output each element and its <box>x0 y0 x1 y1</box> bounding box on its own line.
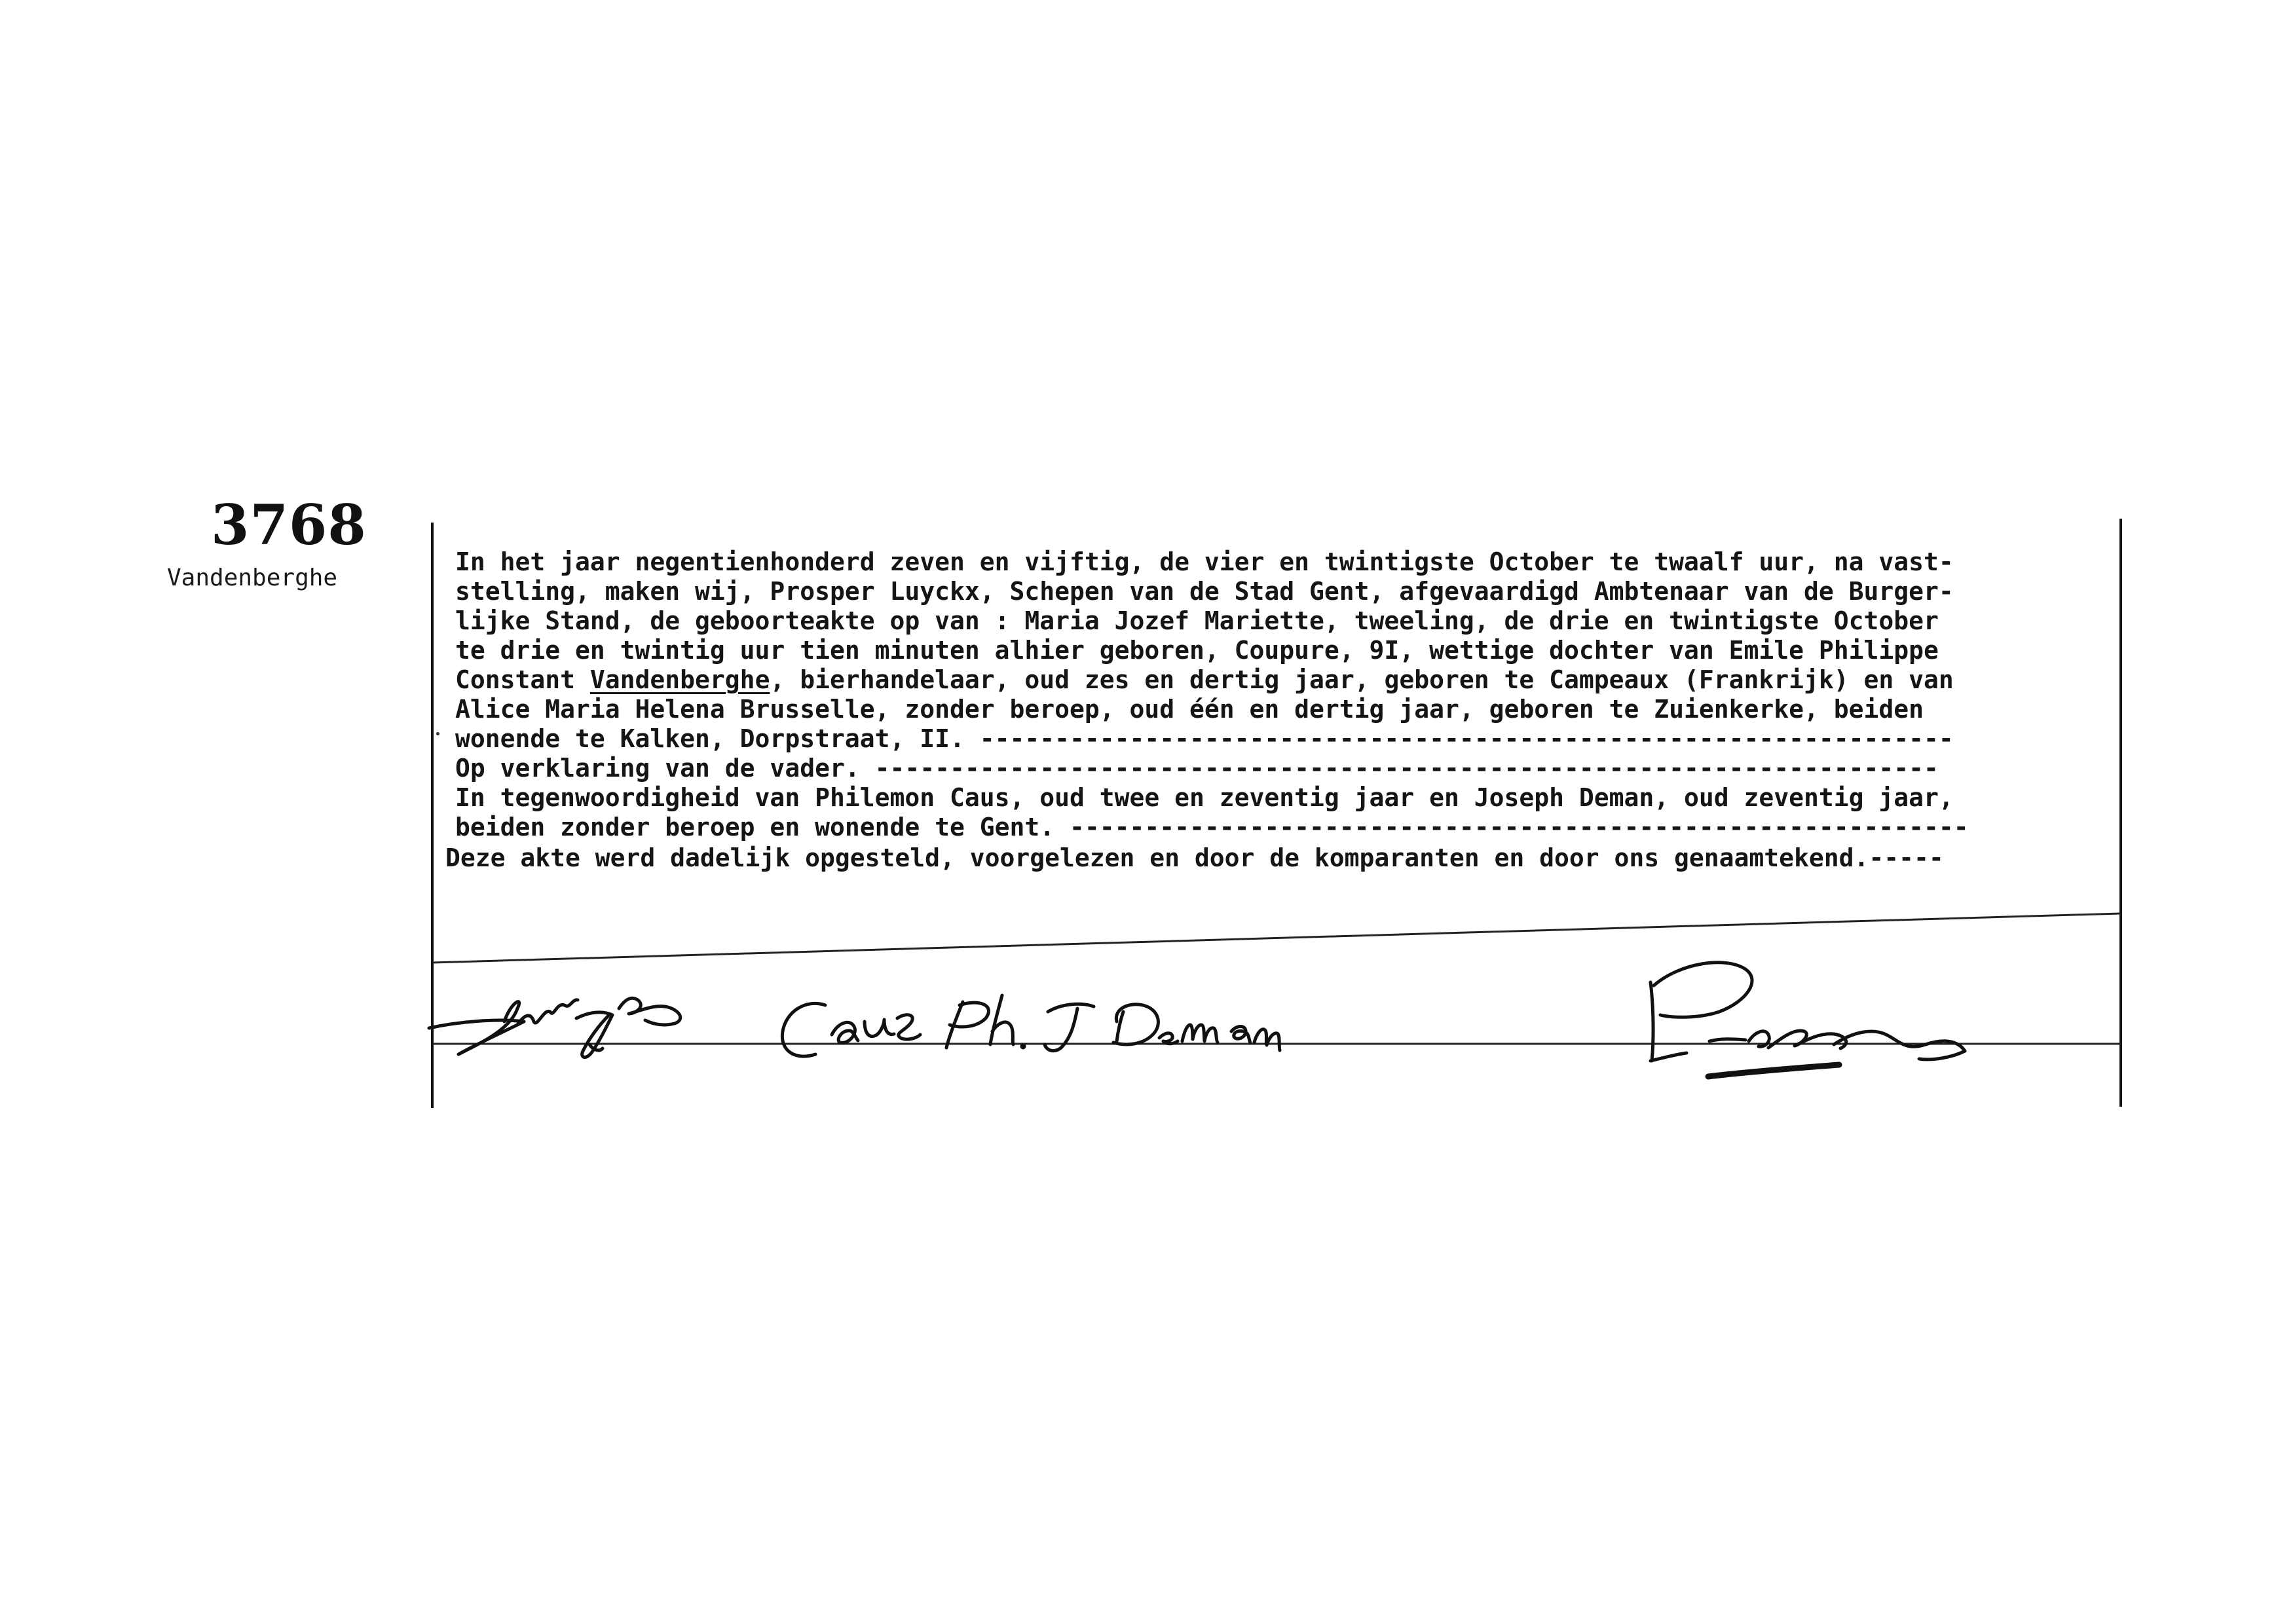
text-line: In het jaar negentienhonderd zeven en vijftig, de vier en twintigste October te twaalf uur, na vast- <box>455 547 1954 576</box>
margin-surname: Vandenberghe <box>167 564 338 591</box>
signature-witness-deman <box>1045 1004 1280 1050</box>
text-line: Constant Vandenberghe, bierhandelaar, oud zes en dertig jaar, geboren te Campeaux (Frankrijk) en van <box>455 665 1954 694</box>
text-line: te drie en twintig uur tien minuten alhier geboren, Coupure, 9I, wettige dochter van Emile Philippe <box>455 636 1939 665</box>
text-line: stelling, maken wij, Prosper Luyckx, Schepen van de Stad Gent, afgevaardigd Ambtenaar van de Burger- <box>455 577 1954 606</box>
text-line: beiden zonder beroep en wonende te Gent. ------------------------------------------------------------ <box>455 813 1969 841</box>
closing-statement: Deze akte werd dadelijk opgesteld, voorgelezen en door de komparanten en door ons genaamtekend.----- <box>445 843 1944 872</box>
ink-speck <box>436 732 439 735</box>
text-line: Op verklaring van de vader. ----------------------------------------------------------------------- <box>455 754 1939 783</box>
signature-father <box>429 998 681 1057</box>
underlined-surname: Vandenberghe <box>589 665 770 694</box>
text-line: In tegenwoordigheid van Philemon Caus, oud twee en zeventig jaar en Joseph Deman, oud zeventig jaar, <box>455 783 1954 812</box>
text-line: lijke Stand, de geboorteakte op van : Maria Jozef Mariette, tweeling, de drie en twintigste October <box>455 606 1939 635</box>
signature-official <box>1651 963 1965 1077</box>
text-line: wonende te Kalken, Dorpstraat, II. ----------------------------------------------------------------- <box>455 724 1954 753</box>
text-line: Alice Maria Helena Brusselle, zonder beroep, oud één en dertig jaar, geboren te Zuienkerke, beiden <box>455 695 1924 724</box>
signature-witness-caus <box>782 995 1024 1056</box>
act-number: 3768 <box>211 492 367 557</box>
